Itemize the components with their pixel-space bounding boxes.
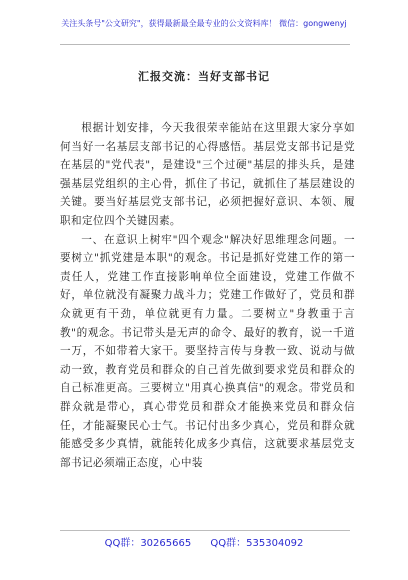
footer-divider bbox=[60, 530, 350, 531]
footer-qq-group-2: QQ群：535304092 bbox=[210, 538, 304, 549]
footer-qq-group-1: QQ群：30265665 bbox=[104, 538, 192, 549]
paragraph-intro: 根据计划安排，今天我很荣幸能站在这里跟大家分享如何当好一名基层支部书记的心得感悟。基层党支部书记是党在基层的"党代表"，是建设"三个过硬"基层的排头兵，是建强基层党组织的主心骨，抓住了书记，就抓住了基层建设的关键。要当好基层党支部书记，必须把握好意识、本领、履职和定位四个关键因素。 bbox=[60, 122, 355, 227]
header-divider bbox=[60, 44, 350, 45]
document-title: 汇报交流：当好支部书记 bbox=[138, 70, 270, 83]
footer-contact bbox=[0, 534, 408, 549]
document-body bbox=[60, 119, 355, 472]
header-promo-text: 关注头条号"公文研究"，获得最新最全最专业的公文资料库！ 微信：gongwenyj bbox=[61, 19, 347, 28]
paragraph-section-one: 一、在意识上树牢"四个观念"解决好思维理念问题。一要树立"抓党建是本职"的观念。书记是抓好党建工作的第一责任人，党建工作直接影响单位全面建设，党建工作做不好，单位就没有凝聚力战斗力；党建工作做好了，党员和群众就更有干劲，单位就更有力量。二要树立"身教重于言教"的观念。书记带头是无声的命令、最好的教育，说一千道一万，不如带着大家干。要坚持言传与身教一致、说动与做动一致，教育党员和群众的自己首先做到要求党员和群众的自己标准更高。三要树立"用真心换真信"的观念。带党员和群众就是带心，真心带党员和群众才能换来党员和群众信任，才能凝聚民心士气。书记付出多少真心，党员和群众就能感受多少真情，就能转化成多少真信，这就要求基层党支部书记必须端正态度，心中装 bbox=[60, 233, 355, 469]
